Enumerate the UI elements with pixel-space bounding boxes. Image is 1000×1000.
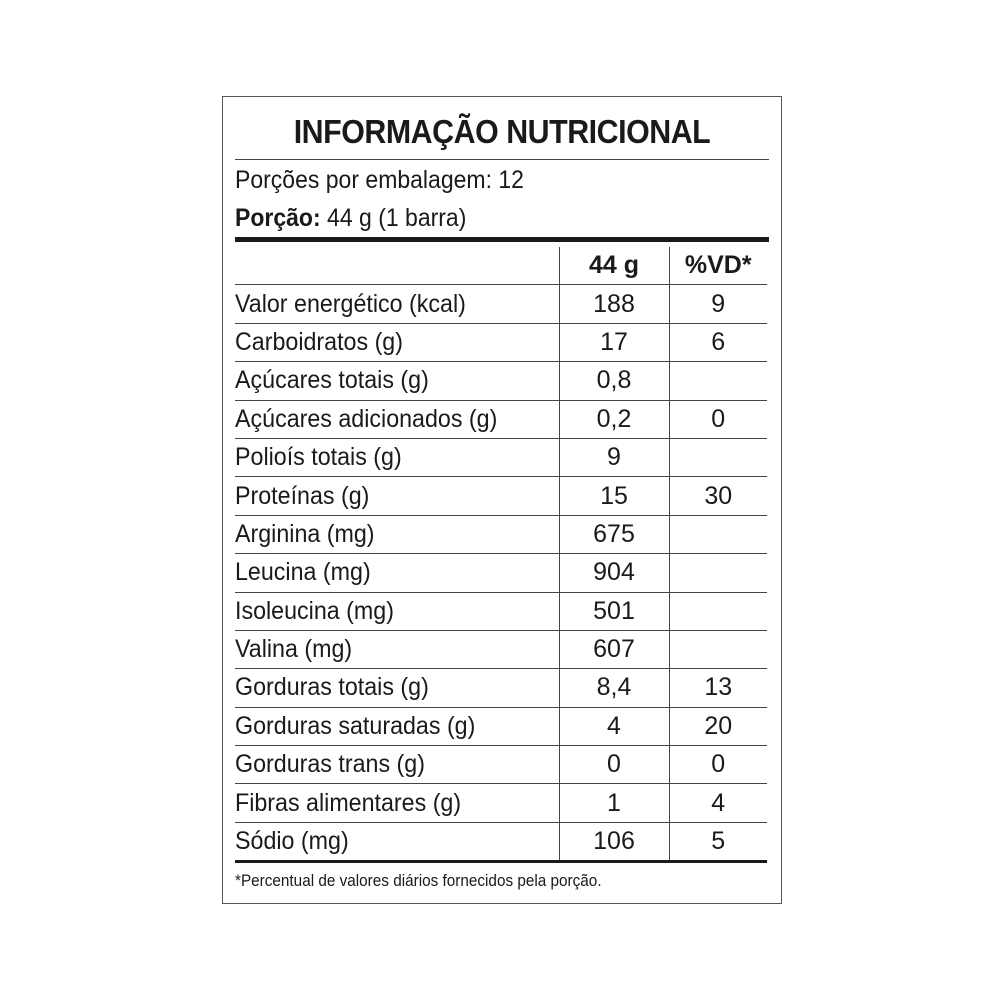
table-row: [235, 323, 767, 361]
nutrient-name: [235, 822, 559, 861]
nutrient-name: [235, 515, 559, 553]
serving-size-value: 44 g (1 barra): [320, 204, 467, 232]
nutrient-amount: 188: [559, 285, 669, 323]
nutrition-label: [222, 96, 782, 904]
nutrient-name-text: Leucina (mg): [235, 558, 371, 587]
table-row: [235, 592, 767, 630]
nutrient-name: [235, 592, 559, 630]
nutrient-name: [235, 438, 559, 476]
nutrient-name-text: Gorduras totais (g): [235, 673, 429, 702]
nutrient-amount: 0,2: [559, 400, 669, 438]
nutrient-name-text: Gorduras trans (g): [235, 750, 425, 779]
nutrient-name-text: Sódio (mg): [235, 827, 349, 856]
column-header-nutrient: [235, 247, 559, 285]
nutrient-daily-value: 0: [669, 400, 767, 438]
table-row: [235, 630, 767, 668]
nutrient-amount: 4: [559, 707, 669, 745]
nutrient-name-text: Proteínas (g): [235, 481, 370, 510]
nutrient-name: [235, 554, 559, 592]
table-row: [235, 400, 767, 438]
nutrient-name: [235, 707, 559, 745]
table-header-row: [235, 247, 767, 285]
nutrient-amount: 1: [559, 784, 669, 822]
nutrient-amount: 15: [559, 477, 669, 515]
nutrient-amount: 501: [559, 592, 669, 630]
label-title: INFORMAÇÃO NUTRICIONAL: [293, 113, 711, 150]
nutrient-name-text: Fibras alimentares (g): [235, 788, 462, 817]
serving-size-label: Porção:: [235, 204, 321, 232]
column-header-daily-value: %VD*: [669, 247, 767, 285]
nutrient-name-text: Carboidratos (g): [235, 327, 403, 356]
nutrient-daily-value: 13: [669, 669, 767, 707]
table-row: [235, 515, 767, 553]
nutrient-name-text: Polioís totais (g): [235, 443, 402, 472]
nutrient-daily-value: 5: [669, 822, 767, 861]
footnote: *Percentual de valores diários fornecidos pela porção.: [235, 871, 602, 890]
table-row: [235, 822, 767, 861]
table-row: [235, 784, 767, 822]
servings-per-package: Porções por embalagem: 12: [235, 166, 524, 194]
nutrient-name-text: Valina (mg): [235, 635, 353, 664]
nutrient-name: [235, 746, 559, 784]
nutrient-daily-value: 0: [669, 746, 767, 784]
nutrient-amount: 106: [559, 822, 669, 861]
nutrient-name-text: Isoleucina (mg): [235, 596, 394, 625]
nutrient-daily-value: 9: [669, 285, 767, 323]
serving-size: [235, 200, 466, 236]
nutrient-daily-value: [669, 554, 767, 592]
nutrient-amount: 675: [559, 515, 669, 553]
nutrient-name: [235, 400, 559, 438]
header-divider: [235, 237, 769, 242]
title-divider: [235, 159, 769, 160]
nutrition-table: [235, 247, 767, 863]
nutrient-name-text: Açúcares totais (g): [235, 366, 429, 395]
nutrient-amount: 0,8: [559, 362, 669, 400]
nutrient-rows: [235, 285, 767, 862]
nutrient-name: [235, 477, 559, 515]
nutrient-name-text: Açúcares adicionados (g): [235, 404, 498, 433]
nutrient-name: [235, 323, 559, 361]
table-row: [235, 707, 767, 745]
nutrient-name: [235, 630, 559, 668]
nutrient-name: [235, 669, 559, 707]
nutrient-amount: 0: [559, 746, 669, 784]
nutrient-name: [235, 285, 559, 323]
table-row: [235, 669, 767, 707]
nutrient-name-text: Gorduras saturadas (g): [235, 711, 476, 740]
table-row: [235, 362, 767, 400]
nutrient-name-text: Valor energético (kcal): [235, 289, 466, 318]
nutrient-amount: 607: [559, 630, 669, 668]
nutrient-daily-value: [669, 438, 767, 476]
nutrient-name-text: Arginina (mg): [235, 519, 375, 548]
nutrient-amount: 904: [559, 554, 669, 592]
nutrient-amount: 17: [559, 323, 669, 361]
nutrient-amount: 9: [559, 438, 669, 476]
nutrient-daily-value: [669, 630, 767, 668]
nutrient-name: [235, 784, 559, 822]
nutrient-daily-value: [669, 515, 767, 553]
table-row: [235, 554, 767, 592]
table-row: [235, 285, 767, 323]
table-row: [235, 438, 767, 476]
nutrient-name: [235, 362, 559, 400]
nutrient-daily-value: [669, 592, 767, 630]
nutrient-daily-value: 6: [669, 323, 767, 361]
nutrient-daily-value: 20: [669, 707, 767, 745]
nutrient-daily-value: [669, 362, 767, 400]
table-row: [235, 477, 767, 515]
nutrient-daily-value: 30: [669, 477, 767, 515]
column-header-amount: 44 g: [559, 247, 669, 285]
nutrient-daily-value: 4: [669, 784, 767, 822]
table-row: [235, 746, 767, 784]
nutrient-amount: 8,4: [559, 669, 669, 707]
